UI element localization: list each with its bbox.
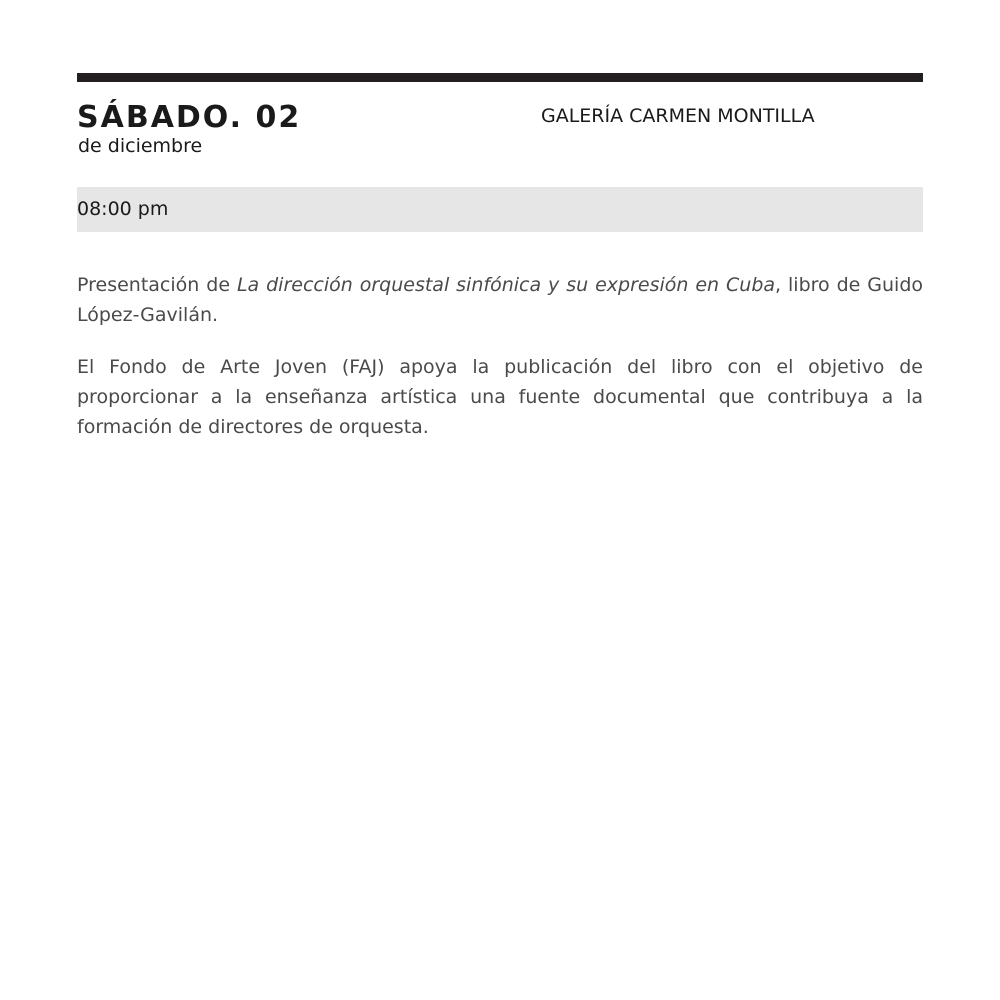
- event-venue: GALERÍA CARMEN MONTILLA: [541, 105, 815, 127]
- description-paragraph-1: [77, 270, 923, 330]
- event-description: [77, 270, 923, 464]
- book-title: La dirección orquestal sinfónica y su expresión en Cuba: [236, 274, 776, 296]
- event-time: 08:00 pm: [77, 198, 169, 220]
- description-paragraph-2: El Fondo de Arte Joven (FAJ) apoya la publicación del libro con el objetivo de proporcionar a la enseñanza artística una fuente documental que contribuya a la formación de directores de orquesta.: [77, 356, 923, 438]
- description-prefix: Presentación de: [77, 274, 237, 296]
- event-day: SÁBADO. 02: [77, 100, 302, 135]
- time-bar: [77, 187, 923, 232]
- top-divider: [77, 73, 923, 82]
- event-month: de diciembre: [78, 135, 203, 157]
- description-suffix: , libro de Guido López-Gavilán.: [77, 274, 924, 326]
